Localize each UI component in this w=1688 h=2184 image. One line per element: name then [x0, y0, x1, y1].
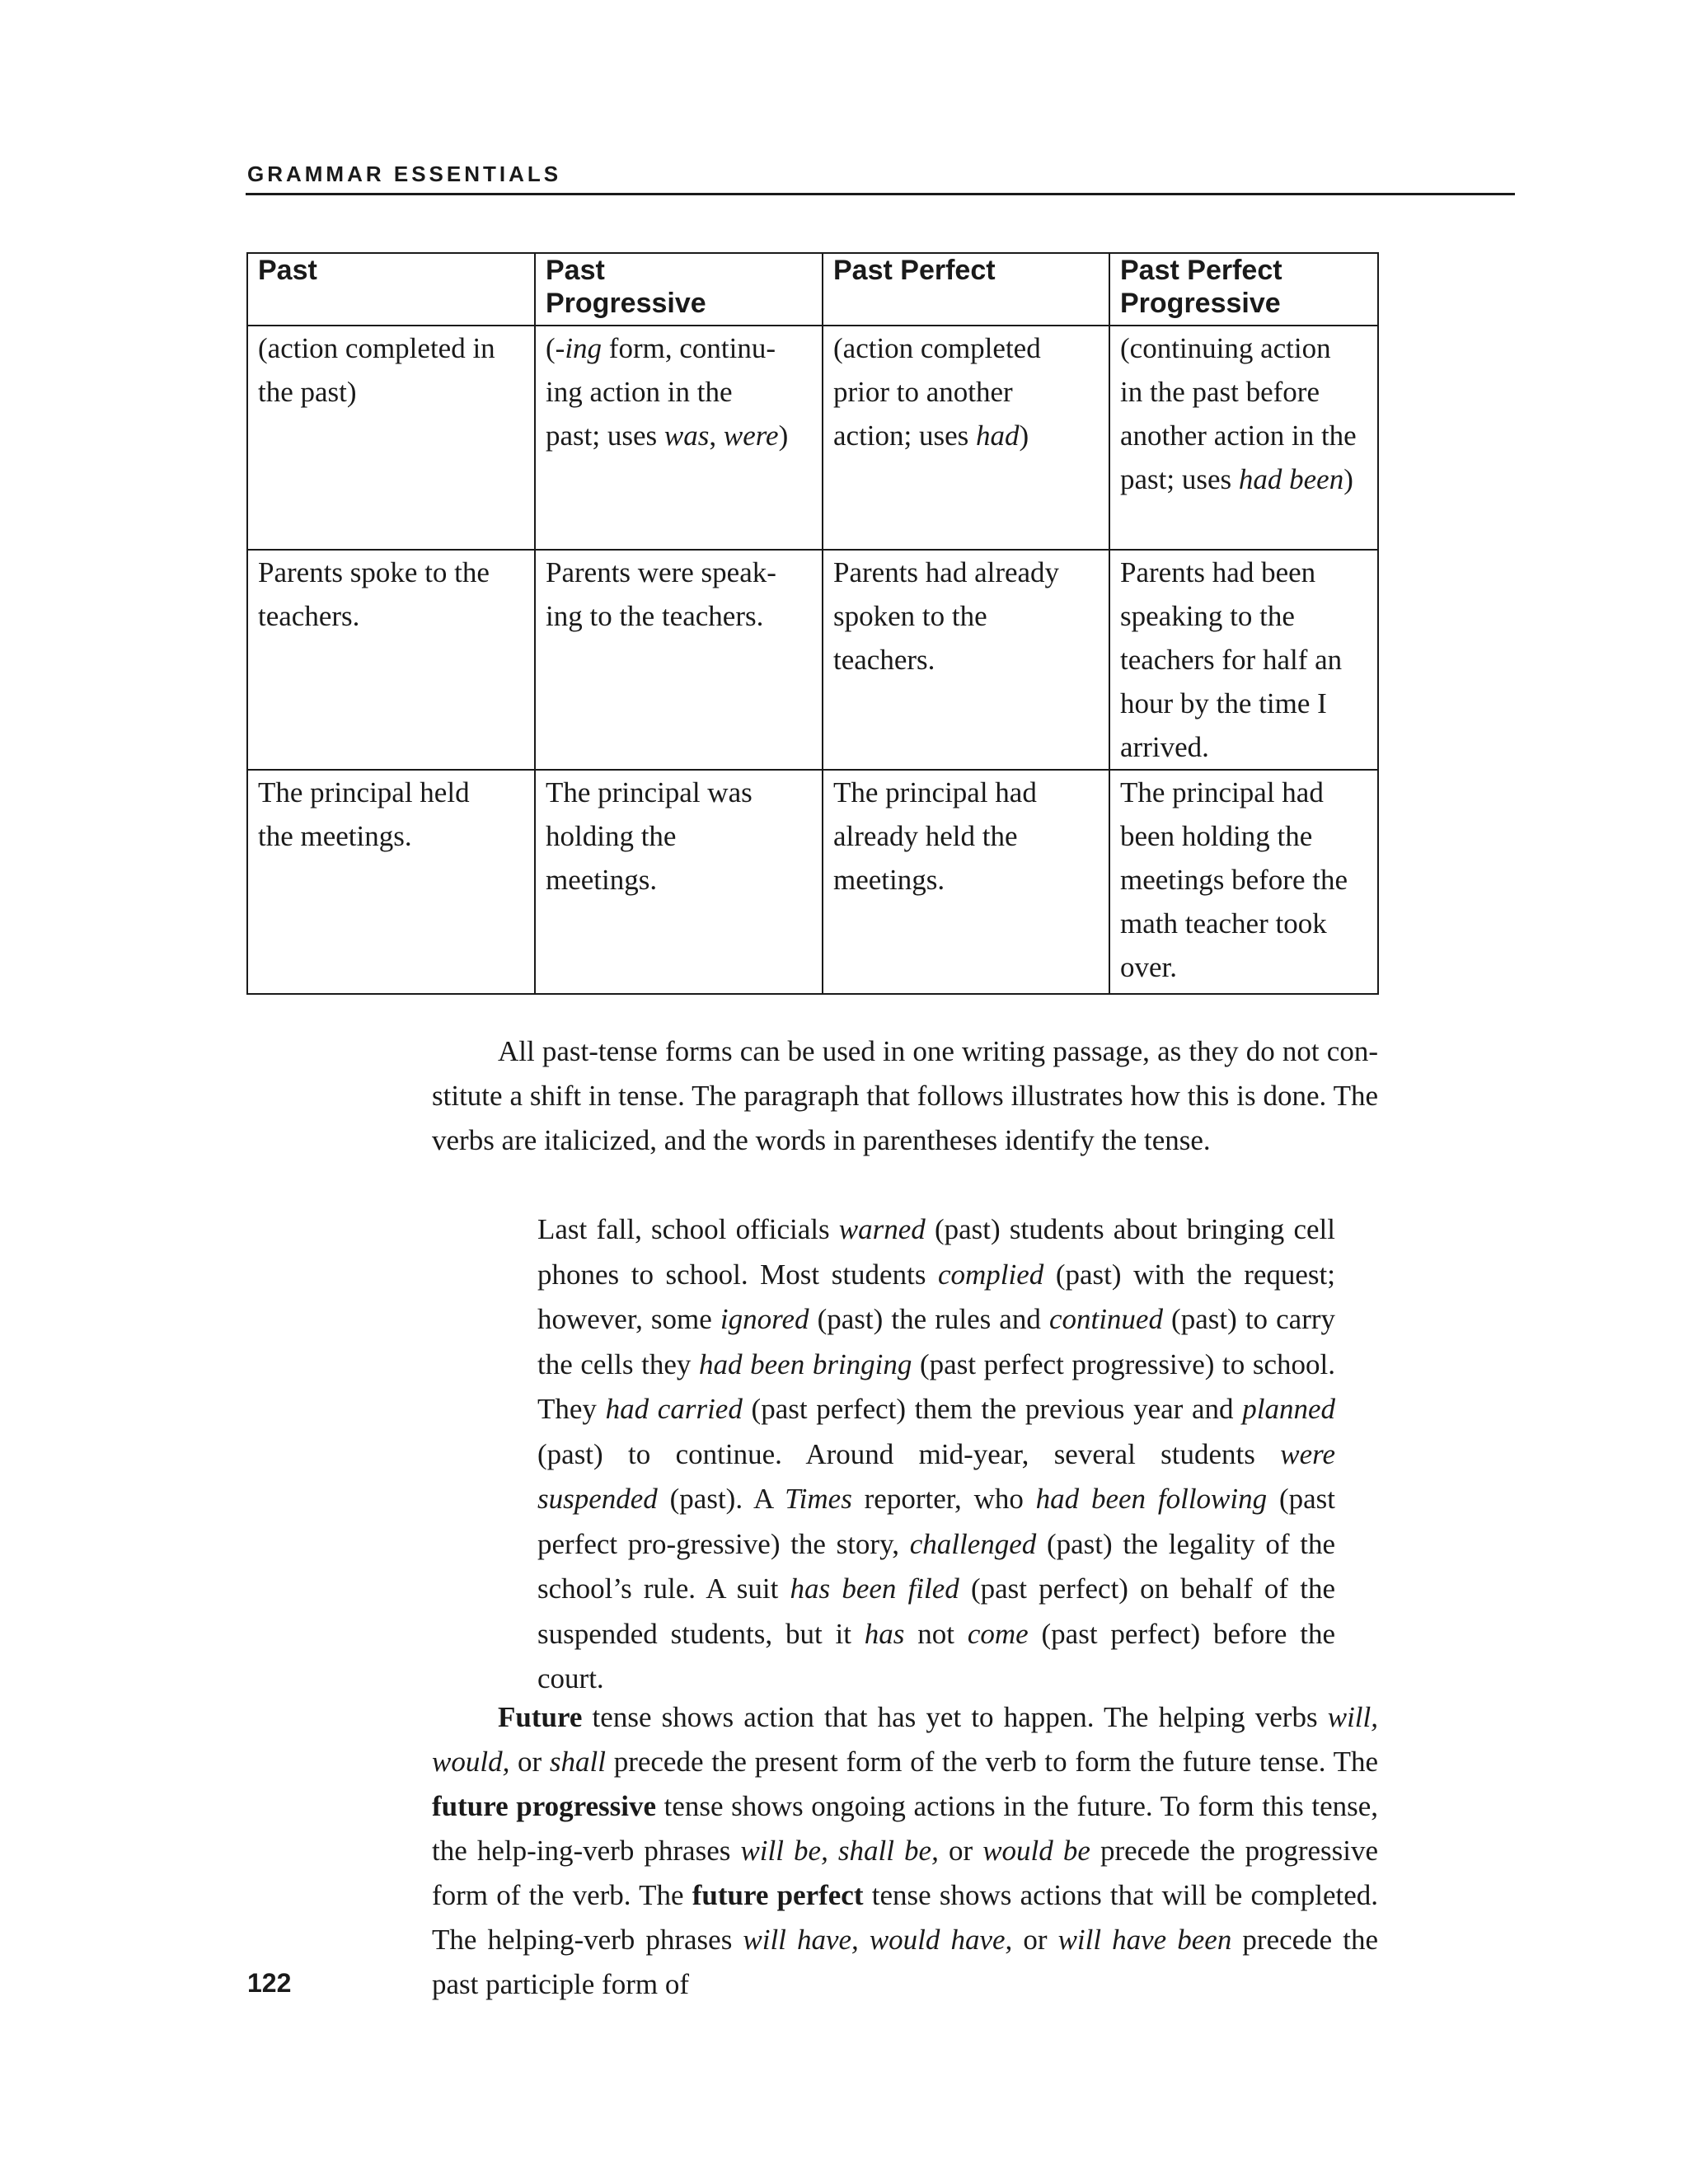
column-header-past-perfect: Past Perfect [823, 253, 1109, 326]
example-passage: Last fall, school officials warned (past) students about bringing cell phones to school. Most students complied (past) with the request; however, some ignored (past) the rules and continued (past) to carry the cells they had been bringing (past perfect progressive) to school. They had carried (past perfect) them the previous year and planned (past) to continue. Around mid-year, several students were suspended (past). A Times reporter, who had been following (past perfect pro-gressive) the story, challenged (past) the legality of the school’s rule. A suit has been filed (past perfect) on behalf of the suspended students, but it has not come (past perfect) before the court. [537, 1213, 1336, 1694]
column-header-past [247, 253, 535, 326]
running-head: GRAMMAR ESSENTIALS [247, 162, 562, 186]
table-cell: (-ing form, continu- ing action in the past; uses was, were) [535, 326, 823, 550]
table-row-example [247, 550, 1378, 770]
table-cell: Parents were speak- ing to the teachers. [535, 550, 823, 770]
past-tense-table [246, 252, 1379, 995]
header-text-past: Past [258, 255, 317, 286]
table-cell: (action completed prior to another action; uses had) [823, 326, 1109, 550]
table-row-description [247, 326, 1378, 550]
table-cell: The principal held the meetings. [247, 770, 535, 994]
table-row-example [247, 770, 1378, 994]
table-cell: The principal was holding the meetings. [535, 770, 823, 994]
intro-paragraph: All past-tense forms can be used in one writing passage, as they do not con-stitute a shift in tense. The paragraph that follows illustrates how this is done. The verbs are italicized, and the words in parentheses identify the tense. [432, 1035, 1378, 1156]
page-number: 122 [247, 1968, 292, 1998]
table-cell: (action completed in the past) [247, 326, 535, 550]
table-cell: The principal had been holding the meetings before the math teacher took over. [1109, 770, 1378, 994]
column-header-past-perfect-progressive: Past Perfect Progressive [1109, 253, 1378, 326]
table-cell: Parents had already spoken to the teachers. [823, 550, 1109, 770]
column-header-past-progressive: Past Progressive [535, 253, 823, 326]
table-cell: The principal had already held the meetings. [823, 770, 1109, 994]
table-header-row [247, 253, 1378, 326]
table-cell: Parents spoke to the teachers. [247, 550, 535, 770]
header-rule [246, 193, 1515, 195]
table-cell: (continuing action in the past before another action in the past; uses had been) [1109, 326, 1378, 550]
future-tense-paragraph: Future tense shows action that has yet to happen. The helping verbs will, would, or shall precede the present form of the verb to form the future tense. The future progressive tense shows ongoing actions in the future. To form this tense, the help-ing-verb phrases will be, shall be, or would be precede the progressive form of the verb. The future perfect tense shows actions that will be completed. The helping-verb phrases will have, would have, or will have been precede the past participle form of [432, 1701, 1379, 2000]
table-cell: Parents had been speaking to the teachers for half an hour by the time I arrived. [1109, 550, 1378, 770]
